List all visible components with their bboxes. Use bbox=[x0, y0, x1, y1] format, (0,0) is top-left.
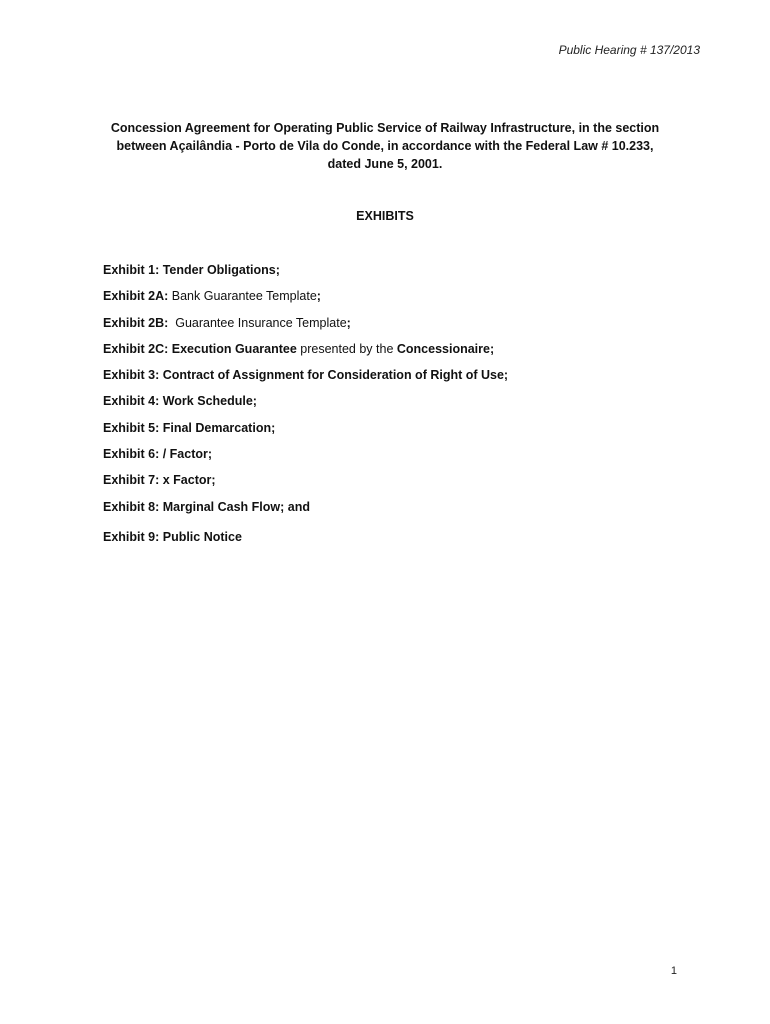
exhibit-label: Exhibit 8: Marginal Cash Flow; and bbox=[103, 499, 310, 514]
exhibit-label: Exhibit 3: Contract of Assignment for Consideration of Right of Use; bbox=[103, 368, 509, 383]
exhibit-end: ; bbox=[316, 289, 321, 304]
document-title: Concession Agreement for Operating Public Service of Railway Infrastructure, in the section between Açailândia - Porto de Vila do Conde, in accordance with the Federal Law # 10.233, dated June 5, 2001. bbox=[110, 121, 660, 171]
exhibit-label: Exhibit 2B: bbox=[103, 315, 169, 330]
exhibit-label: Exhibit 4: Work Schedule; bbox=[103, 394, 257, 409]
exhibit-text: Bank Guarantee Template bbox=[168, 289, 317, 304]
exhibit-end: Concessionaire; bbox=[396, 341, 495, 356]
exhibits-heading: EXHIBITS bbox=[356, 209, 414, 223]
exhibit-item-3 bbox=[103, 367, 508, 393]
exhibit-label: Exhibit 2C: Execution Guarantee bbox=[103, 341, 297, 356]
exhibit-label: Exhibit 2A: bbox=[103, 289, 169, 304]
exhibit-text: Guarantee Insurance Template bbox=[168, 315, 347, 330]
exhibit-item-2a bbox=[103, 288, 508, 314]
exhibit-label: Exhibit 9: Public Notice bbox=[103, 529, 242, 544]
exhibit-item-8 bbox=[103, 499, 508, 525]
exhibit-end: ; bbox=[346, 315, 351, 330]
exhibit-item-2c bbox=[103, 341, 508, 367]
exhibit-list bbox=[103, 262, 508, 555]
page-number: 1 bbox=[670, 965, 677, 977]
exhibit-label: Exhibit 5: Final Demarcation; bbox=[103, 420, 276, 435]
exhibit-item-4 bbox=[103, 393, 508, 419]
exhibit-item-1 bbox=[103, 262, 508, 288]
exhibit-item-7 bbox=[103, 472, 508, 498]
exhibit-label: Exhibit 7: x Factor; bbox=[103, 473, 216, 488]
exhibit-item-9 bbox=[103, 529, 508, 555]
exhibit-text: presented by the bbox=[296, 341, 397, 356]
exhibit-item-5 bbox=[103, 420, 508, 446]
exhibit-item-6 bbox=[103, 446, 508, 472]
public-hearing-reference: Public Hearing # 137/2013 bbox=[558, 43, 700, 57]
exhibit-label: Exhibit 6: / Factor; bbox=[103, 447, 213, 462]
exhibit-label: Exhibit 1: Tender Obligations; bbox=[103, 263, 280, 277]
exhibit-item-2b bbox=[103, 315, 508, 341]
